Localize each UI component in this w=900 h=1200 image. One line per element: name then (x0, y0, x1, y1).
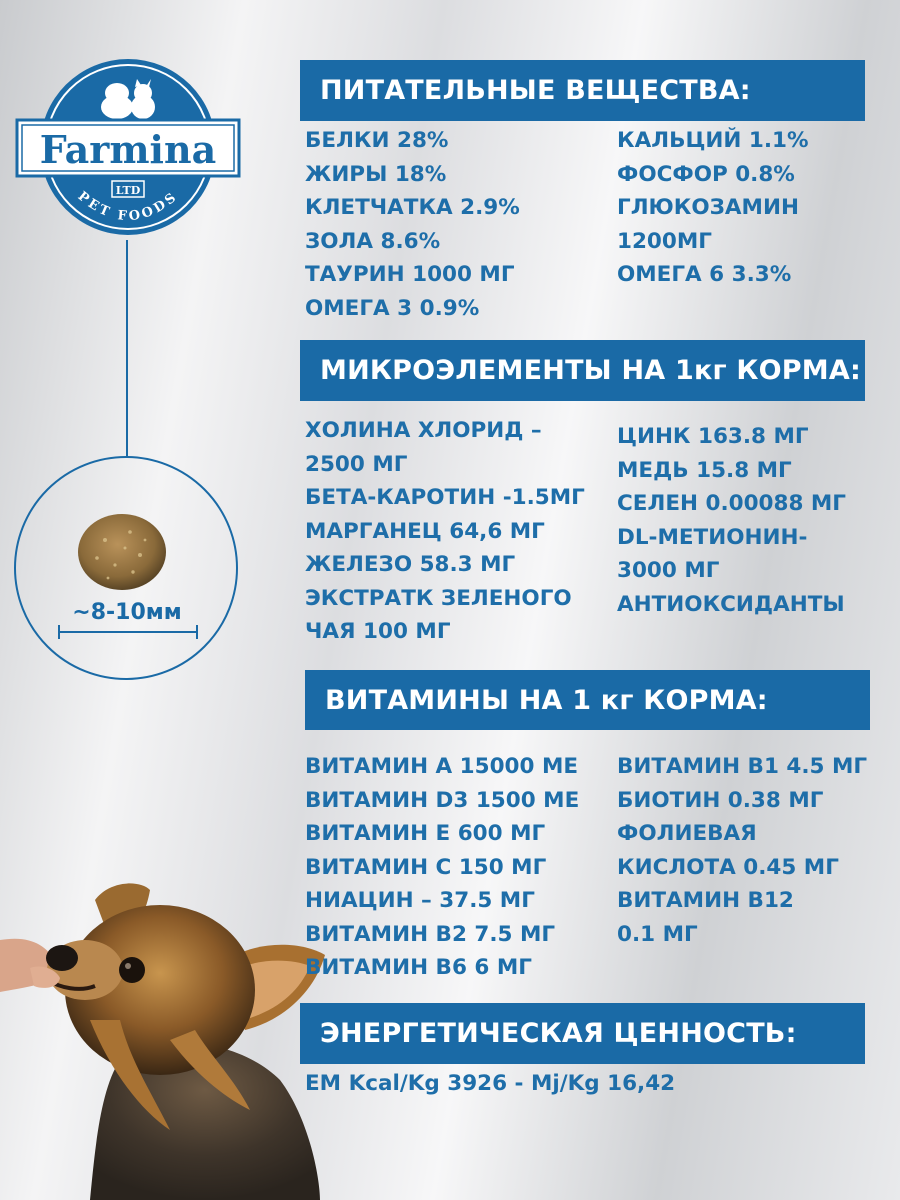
nutrients-right-list (617, 124, 809, 292)
list-item: ГЛЮКОЗАМИН (617, 195, 799, 220)
size-tick-right (196, 625, 198, 639)
list-item: ВИТАМИН В12 (617, 888, 794, 913)
list-item: КИСЛОТА 0.45 МГ (617, 854, 839, 880)
list-item: БЕТА-КАРОТИН -1.5МГ (305, 485, 585, 510)
brand-ltd: LTD (115, 184, 141, 197)
list-item: ЗОЛА 8.6% (305, 228, 441, 254)
list-item: ЭКСТРАТК ЗЕЛЕНОГО (305, 585, 572, 611)
list-item: ВИТАМИН D3 1500 МЕ (305, 787, 580, 813)
list-item: ТАУРИН 1000 МГ (305, 262, 515, 287)
list-item: 1200МГ (617, 228, 712, 254)
connector-line (126, 240, 128, 458)
list-item: ФОЛИЕВАЯ (617, 821, 757, 846)
list-item: ЖИРЫ 18% (305, 161, 447, 187)
list-item: ОМЕГА 3 0.9% (305, 295, 480, 321)
list-item: ВИТАМИН Е 600 МГ (305, 821, 546, 846)
list-item: ХОЛИНА ХЛОРИД – (305, 418, 542, 443)
list-item: ЦИНК 163.8 МГ (617, 424, 809, 449)
list-item: БИОТИН 0.38 МГ (617, 787, 824, 813)
kibble-image (75, 510, 170, 595)
list-item: АНТИОКСИДАНТЫ (617, 591, 845, 617)
list-item: ФОСФОР 0.8% (617, 161, 795, 187)
list-item: ЧАЯ 100 МГ (305, 619, 451, 644)
microelements-right-list (617, 420, 846, 621)
list-item: НИАЦИН – 37.5 МГ (305, 888, 535, 913)
list-item: ВИТАМИН А 15000 МЕ (305, 754, 579, 779)
kibble-size-label: ~8-10мм (72, 600, 182, 625)
list-item: ВИТАМИН В6 6 МГ (305, 955, 532, 980)
microelements-header: МИКРОЭЛЕМЕНТЫ НА 1кг КОРМА: (300, 340, 865, 401)
list-item: 3000 МГ (617, 558, 720, 583)
list-item: DL-МЕТИОНИН- (617, 524, 808, 550)
vitamins-right-list (617, 750, 867, 951)
nutrients-left-list (305, 124, 520, 325)
nutrients-header: ПИТАТЕЛЬНЫЕ ВЕЩЕСТВА: (300, 60, 865, 121)
brand-name: Farmina (39, 127, 217, 172)
vitamins-left-list (305, 750, 579, 985)
energy-value: EM Kcal/Kg 3926 - Mj/Kg 16,42 (305, 1071, 676, 1096)
dog-photo (0, 880, 330, 1200)
list-item: БЕЛКИ 28% (305, 128, 449, 153)
list-item: КЛЕТЧАТКА 2.9% (305, 195, 520, 220)
list-item: МАРГАНЕЦ 64,6 МГ (305, 518, 545, 544)
size-measure-line (58, 631, 198, 633)
logo-badge (15, 55, 245, 250)
list-item: ВИТАМИН С 150 МГ (305, 854, 547, 880)
size-tick-left (58, 625, 60, 639)
list-item: ВИТАМИН В1 4.5 МГ (617, 754, 868, 779)
list-item: ВИТАМИН В2 7.5 МГ (305, 921, 556, 947)
list-item: 0.1 МГ (617, 921, 698, 947)
microelements-left-list (305, 414, 585, 649)
list-item: КАЛЬЦИЙ 1.1% (617, 128, 809, 153)
list-item: ОМЕГА 6 3.3% (617, 262, 792, 287)
vitamins-header: ВИТАМИНЫ НА 1 кг КОРМА: (305, 670, 870, 730)
brand-tagline: PET FOODS (74, 188, 182, 225)
list-item: МЕДЬ 15.8 МГ (617, 457, 792, 483)
energy-header: ЭНЕРГЕТИЧЕСКАЯ ЦЕННОСТЬ: (300, 1003, 865, 1064)
list-item: ЖЕЛЕЗО 58.3 МГ (305, 552, 516, 577)
list-item: СЕЛЕН 0.00088 МГ (617, 491, 846, 516)
list-item: 2500 МГ (305, 451, 408, 477)
